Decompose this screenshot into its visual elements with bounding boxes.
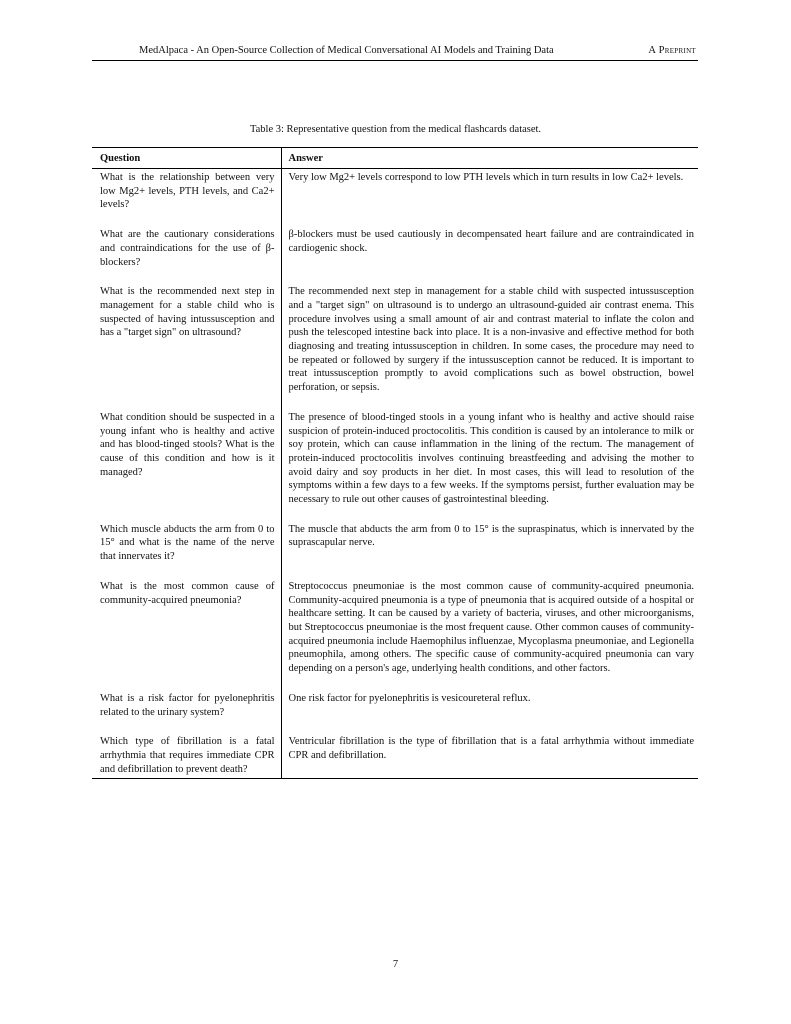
- page-number: 7: [392, 959, 399, 970]
- table-row: [92, 283, 698, 409]
- table-row: [92, 169, 698, 227]
- flashcards-table: [92, 147, 698, 779]
- answer-cell: One risk factor for pyelonephritis is vesicoureteral reflux.: [288, 692, 531, 704]
- table-header-row: [92, 148, 698, 169]
- answer-cell: The muscle that abducts the arm from 0 to 15° is the supraspinatus, which is innervated by the suprascapular nerve.: [288, 523, 694, 549]
- table-row: [92, 733, 698, 779]
- question-cell: What is a risk factor for pyelonephritis related to the urinary system?: [92, 690, 281, 733]
- question-cell: What is the recommended next step in management for a stable child who is suspected of having intussusception and has a "target sign" on ultrasound?: [92, 283, 281, 409]
- question-cell: What are the cautionary considerations and contraindications for the use of β-blockers?: [92, 226, 281, 283]
- question-cell: Which type of fibrillation is a fatal arrhythmia that requires immediate CPR and defibrillation to prevent death?: [92, 733, 281, 779]
- question-cell: What condition should be suspected in a young infant who is healthy and active and has blood-tinged stools? What is the cause of this condition and how is it managed?: [92, 409, 281, 521]
- column-header-answer: Answer: [281, 148, 698, 169]
- table-row: [92, 226, 698, 283]
- question-cell: Which muscle abducts the arm from 0 to 15° and what is the name of the nerve that innervates it?: [92, 521, 281, 578]
- paper-title: MedAlpaca - An Open-Source Collection of Medical Conversational AI Models and Training Data: [139, 45, 554, 56]
- answer-cell: β-blockers must be used cautiously in decompensated heart failure and are contraindicated in cardiogenic shock.: [288, 229, 694, 254]
- preprint-label: A Preprint: [648, 45, 696, 56]
- table-row: [92, 690, 698, 733]
- table-caption: Table 3: Representative question from the medical flashcards dataset.: [249, 124, 542, 135]
- table-row: [92, 409, 698, 521]
- answer-cell: The recommended next step in management for a stable child with suspected intussusception and a "target sign" on ultrasound is to undergo an ultrasound-guided air contrast enema. This procedure involves using a small amount of air and contrast material to inflate the colon and push the telescoped intestine back into place. It is a non-invasive and effective method for both diagnosing and treating intussusception in children. In some cases, the procedure may need to be repeated or followed by surgery if the intussusception cannot be reduced. It is important to treat intussusception promptly to avoid complications such as bowel obstruction, bowel perforation, or sepsis.: [288, 286, 694, 394]
- answer-cell: Very low Mg2+ levels correspond to low PTH levels which in turn results in low Ca2+ levels.: [288, 172, 684, 183]
- table-row: [92, 578, 698, 690]
- answer-cell: Streptococcus pneumoniae is the most common cause of community-acquired pneumonia. Community-acquired pneumonia is a type of pneumonia that is acquired outside of a hospital or healthcare setting. It can be caused by a variety of bacteria, viruses, and other microorganisms, but Streptococcus pneumoniae is the most frequent cause. Other common causes of community-acquired pneumonia include Haemophilus influenzae, Mycoplasma pneumoniae, and Legionella pneumophila, among others. The specific cause of community-acquired pneumonia can vary depending on a person's age, underlying health conditions, and other factors.: [288, 580, 694, 675]
- column-header-question: Question: [92, 148, 281, 169]
- answer-cell: The presence of blood-tinged stools in a young infant who is healthy and active should raise suspicion of protein-induced proctocolitis. This condition is caused by an intolerance to milk or soy protein, which can cause inflammation in the lining of the rectum. The management of protein-induced proctocolitis involves continuing breastfeeding and advising the mother to avoid dairy and soy products in her diet. In most cases, this will lead to resolution of the symptoms within a few days to a few weeks. If the symptoms persist, further evaluation may be necessary to rule out other causes of gastrointestinal bleeding.: [288, 411, 694, 506]
- question-cell: What is the most common cause of community-acquired pneumonia?: [92, 578, 281, 690]
- running-header: [92, 44, 698, 61]
- table-row: [92, 521, 698, 578]
- question-cell: What is the relationship between very low Mg2+ levels, PTH levels, and Ca2+ levels?: [92, 169, 281, 227]
- answer-cell: Ventricular fibrillation is the type of fibrillation that is a fatal arrhythmia without immediate CPR and defibrillation.: [281, 733, 698, 779]
